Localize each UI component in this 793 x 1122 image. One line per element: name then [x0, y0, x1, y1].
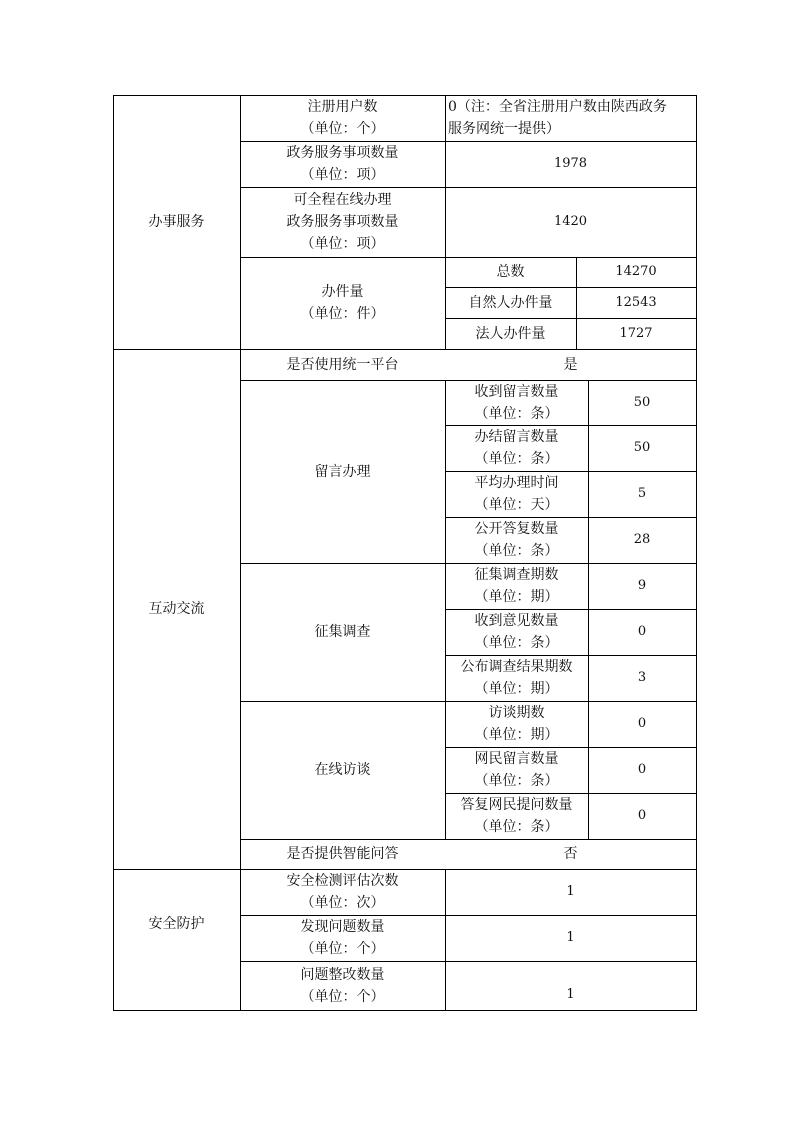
unified-platform-label: 是否使用统一平台 [286, 356, 399, 373]
surveys-count-value: 9 [637, 578, 647, 593]
section-label-security: 安全防护 [148, 916, 205, 932]
messages-closed-value: 50 [633, 440, 651, 455]
section-label-interaction: 互动交流 [148, 601, 205, 617]
interviews-count-label: 访谈期数 （单位：期） [474, 705, 559, 743]
messages-avg-time-value: 5 [637, 486, 647, 501]
cases-total-label: 总数 [496, 264, 525, 280]
cases-total-value: 14270 [615, 264, 657, 279]
unified-platform-value: 是 [563, 356, 578, 373]
interviews-netizen-messages-value: 0 [637, 762, 647, 777]
messages-public-reply-value: 28 [633, 532, 651, 547]
cases-legal-person-label: 法人办件量 [475, 325, 546, 342]
interviews-replies-value: 0 [637, 808, 647, 823]
surveys-opinions-label: 收到意见数量 （单位：条） [474, 613, 559, 651]
table-border-right [696, 95, 697, 1011]
interviews-replies-label: 答复网民提问数量 （单位：条） [460, 797, 573, 835]
cases-natural-person-label: 自然人办件量 [468, 294, 553, 311]
cases-label: 办件量 （单位：件） [300, 284, 385, 322]
surveys-label: 征集调查 [314, 624, 371, 640]
cases-natural-person-value: 12543 [615, 294, 657, 310]
security-issues-fixed-value: 1 [566, 987, 575, 1002]
smart-qa-label: 是否提供智能问答 [286, 846, 399, 862]
security-issues-found-value: 1 [566, 930, 575, 945]
online-items-value: 1420 [553, 214, 588, 229]
online-items-label: 可全程在线办理 政务服务事项数量 （单位：项） [286, 192, 399, 252]
security-issues-found-label: 发现问题数量 （单位：个） [300, 919, 385, 957]
service-items-label: 政务服务事项数量 （单位：项） [286, 145, 399, 183]
interviews-label: 在线访谈 [314, 762, 371, 778]
messages-public-reply-label: 公开答复数量 （单位：条） [474, 521, 559, 559]
smart-qa-value: 否 [563, 846, 578, 862]
interviews-netizen-messages-label: 网民留言数量 （单位：条） [474, 751, 559, 789]
security-issues-fixed-label: 问题整改数量 （单位：个） [300, 966, 385, 1005]
messages-received-label: 收到留言数量 （单位：条） [474, 383, 559, 422]
registered-users-value: 0（注：全省注册用户数由陕西政务 服务网统一提供） [448, 99, 667, 137]
section-label-office-services: 办事服务 [148, 214, 205, 230]
surveys-results-value: 3 [637, 670, 647, 685]
messages-closed-label: 办结留言数量 （单位：条） [474, 429, 559, 467]
registered-users-label: 注册用户数 （单位：个） [300, 99, 385, 137]
messages-label: 留言办理 [314, 463, 371, 480]
messages-avg-time-label: 平均办理时间 （单位：天） [474, 475, 559, 513]
surveys-count-label: 征集调查期数 （单位：期） [474, 567, 559, 605]
surveys-results-label: 公布调查结果期数 （单位：期） [460, 659, 573, 697]
interviews-count-value: 0 [637, 716, 647, 731]
security-checks-value: 1 [566, 884, 575, 899]
service-items-value: 1978 [553, 156, 588, 171]
surveys-opinions-value: 0 [637, 624, 647, 639]
cases-legal-person-value: 1727 [619, 325, 653, 341]
messages-received-value: 50 [633, 394, 651, 410]
security-checks-label: 安全检测评估次数 （单位：次） [286, 873, 399, 911]
